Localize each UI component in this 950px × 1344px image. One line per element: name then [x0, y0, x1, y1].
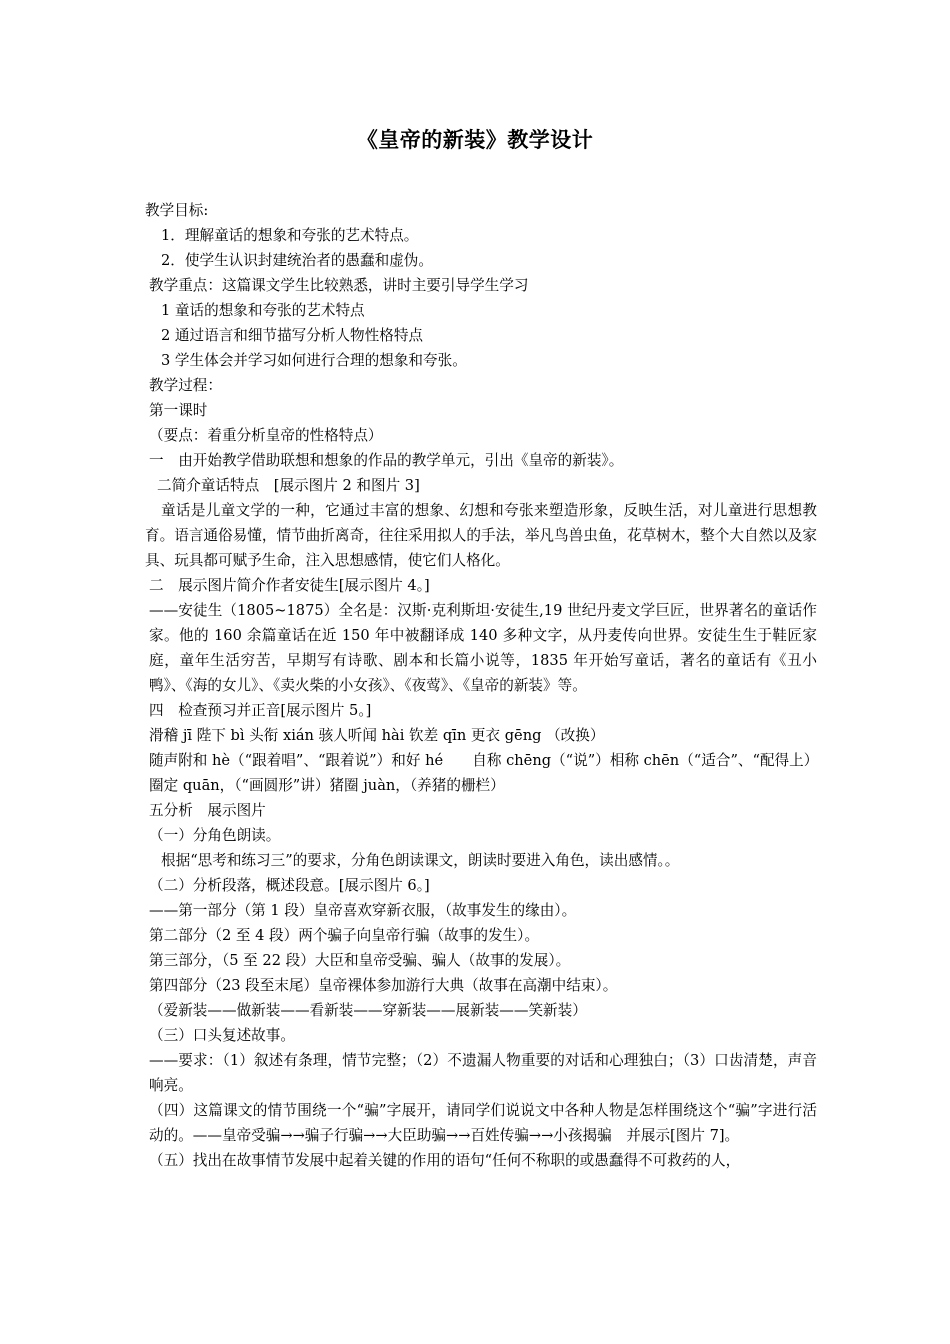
- section-summary: （爱新装——做新装——看新装——穿新装——展新装——笑新装）: [149, 1002, 587, 1019]
- analysis-item-1: （一）分角色朗读。: [149, 827, 281, 844]
- author-heading: 二 展示图片简介作者安徒生[展示图片 4。]: [149, 577, 430, 594]
- document-title: 《皇帝的新装》教学设计: [356, 127, 594, 152]
- pronunciation-line-2: 随声附和 hè（“跟着唱”、“跟着说”）和好 hé 自称 chēng（“说”）相称 chēn（“适合”、“配得上）: [149, 752, 819, 769]
- key-point-3: 3 学生体会并学习如何进行合理的想象和夸张。: [161, 352, 467, 369]
- analysis-item-5: （五）找出在故事情节发展中起着关键的作用的语句“任何不称职的或愚蠢得不可救药的人，: [149, 1152, 741, 1169]
- pronunciation-line-1: 滑稽 jī 陛下 bì 头衔 xián 骇人听闻 hài 钦差 qīn 更衣 gēng （改换）: [149, 727, 605, 744]
- author-paragraph: ——安徒生（1805~1875）全名是：汉斯·克利斯坦·安徒生,19 世纪丹麦文学巨匠，世界著名的童话作家。他的 160 余篇童话在近 150 年中被翻译成 140 多种文字，从丹麦传向世界。安徒生生于鞋匠家庭，童年生活穷苦，早期写有诗歌、剧本和长篇小说等，1835 年开始写童话，著名的童话有《丑小鸭》、《海的女儿》、《卖火柴的小女孩》、《夜莺》、《皇帝的新装》等。: [149, 602, 817, 694]
- process-heading: 教学过程：: [149, 377, 222, 394]
- key-points-heading: 教学重点：这篇课文学生比较熟悉，讲时主要引导学生学习: [149, 277, 529, 294]
- pronunciation-line-3: 圈定 quān，（“画圆形”讲）猪圈 juàn，（养猪的栅栏）: [149, 777, 505, 794]
- section-part-2: 第二部分（2 至 4 段）两个骗子向皇帝行骗（故事的发生）。: [149, 927, 540, 944]
- retell-requirements: ——要求：（1）叙述有条理，情节完整；（2）不遗漏人物重要的对话和心理独白；（3）口齿清楚，声音响亮。: [149, 1052, 817, 1094]
- section-part-1: ——第一部分（第 1 段）皇帝喜欢穿新衣服，（故事发生的缘由）。: [149, 902, 577, 919]
- preview-heading: 四 检查预习并正音[展示图片 5。]: [149, 702, 372, 719]
- step-2-heading: 二简介童话特点 [展示图片 2 和图片 3]: [157, 477, 420, 494]
- analysis-item-3: （三）口头复述故事。: [149, 1027, 295, 1044]
- objective-2: 2．使学生认识封建统治者的愚蠢和虚伪。: [161, 252, 433, 269]
- analysis-item-4: （四）这篇课文的情节围绕一个“骗”字展开，请同学们说说文中各种人物是怎样围绕这个“骗”字进行活动的。——皇帝受骗→→骗子行骗→→大臣助骗→→百姓传骗→→小孩揭骗 并展示[图片 7]。: [149, 1102, 817, 1144]
- lesson-1-note: （要点：着重分析皇帝的性格特点）: [149, 427, 383, 444]
- objective-1: 1．理解童话的想象和夸张的艺术特点。: [161, 227, 419, 244]
- step-1: 一 由开始教学借助联想和想象的作品的教学单元，引出《皇帝的新装》。: [149, 452, 624, 469]
- key-point-2: 2 通过语言和细节描写分析人物性格特点: [161, 327, 424, 344]
- fairy-tale-paragraph: 童话是儿童文学的一种，它通过丰富的想象、幻想和夸张来塑造形象，反映生活，对儿童进行思想教育。语言通俗易懂，情节曲折离奇，往往采用拟人的手法，举凡鸟兽虫鱼，花草树木，整个大自然以及家具、玩具都可赋予生命，注入思想感情，使它们人格化。: [145, 502, 817, 569]
- analysis-item-2: （二）分析段落，概述段意。[展示图片 6。]: [149, 877, 430, 894]
- section-part-3: 第三部分，（5 至 22 段）大臣和皇帝受骗、骗人（故事的发展）。: [149, 952, 571, 969]
- lesson-1-heading: 第一课时: [149, 402, 208, 419]
- objectives-heading: 教学目标:: [145, 202, 209, 219]
- section-part-4: 第四部分（23 段至末尾）皇帝裸体参加游行大典（故事在高潮中结束）。: [149, 977, 618, 994]
- analysis-heading: 五分析 展示图片: [149, 802, 266, 819]
- analysis-item-1-text: 根据“思考和练习三”的要求，分角色朗读课文，朗读时要进入角色，读出感情。。: [161, 852, 680, 869]
- key-point-1: 1 童话的想象和夸张的艺术特点: [161, 302, 365, 319]
- document-body: [145, 198, 817, 1173]
